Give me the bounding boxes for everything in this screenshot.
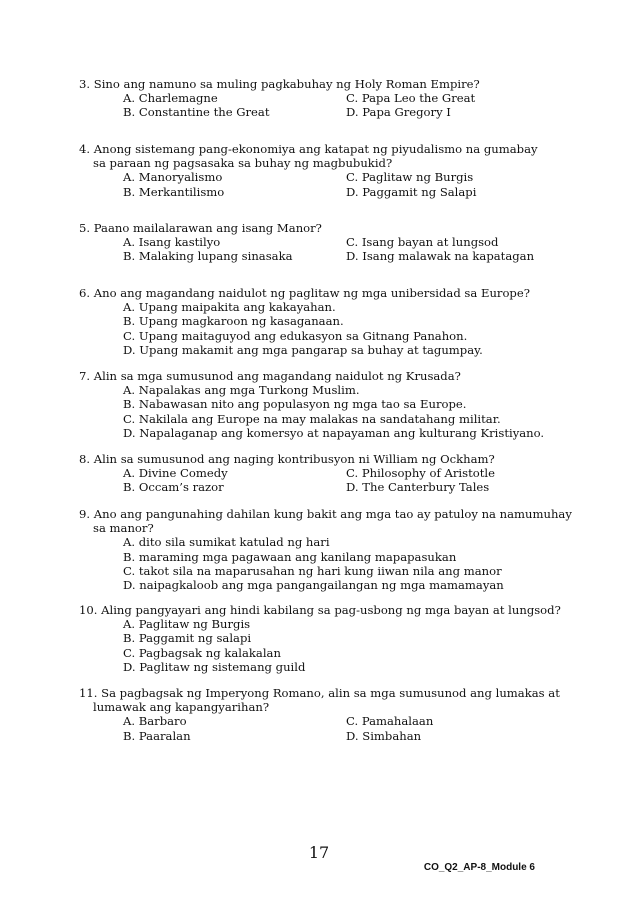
answer-choices xyxy=(123,714,579,742)
answer-choice: B. Paggamit ng salapi xyxy=(123,631,252,646)
answer-choices xyxy=(123,170,579,198)
question-text: 10. Aling pangyayari ang hindi kabilang sa pag-usbong ng mga bayan at lungsod? xyxy=(79,603,561,617)
question-item xyxy=(79,452,579,495)
answer-choices xyxy=(123,383,579,440)
question-stem xyxy=(79,603,579,617)
answer-choice: C. Isang bayan at lungsod xyxy=(346,235,499,250)
answer-choice: C. Philosophy of Aristotle xyxy=(346,466,495,481)
answer-choice: B. Merkantilismo xyxy=(123,184,225,199)
question-item xyxy=(79,686,579,743)
answer-choice: D. Isang malawak na kapatagan xyxy=(346,249,535,264)
question-item xyxy=(79,507,579,592)
question-stem xyxy=(79,507,579,535)
answer-choice: A. Paglitaw ng Burgis xyxy=(123,617,251,632)
answer-choice: A. Isang kastilyo xyxy=(123,235,221,250)
answer-choice: A. Upang maipakita ang kakayahan. xyxy=(123,300,336,315)
answer-choice: A. Barbaro xyxy=(123,714,187,729)
question-text: 9. Ano ang pangunahing dahilan kung bakit ang mga tao ay patuloy na namumuhay xyxy=(79,507,572,521)
question-text: 7. Alin sa mga sumusunod ang magandang naidulot ng Krusada? xyxy=(79,369,461,383)
answer-choice: B. Malaking lupang sinasaka xyxy=(123,249,293,264)
answer-choices xyxy=(123,617,579,674)
question-item xyxy=(79,142,579,199)
question-stem xyxy=(79,686,579,714)
answer-choice: D. Upang makamit ang mga pangarap sa buhay at tagumpay. xyxy=(123,342,483,357)
question-text: 8. Alin sa sumusunod ang naging kontribusyon ni William ng Ockham? xyxy=(79,452,495,466)
question-text-continued: lumawak ang kapangyarihan? xyxy=(93,700,270,715)
question-stem xyxy=(79,452,579,466)
answer-choice: D. Paglitaw ng sistemang guild xyxy=(123,659,306,674)
question-text-continued: sa paraan ng pagsasaka sa buhay ng magbubukid? xyxy=(93,156,393,171)
answer-choice: D. naipagkaloob ang mga pangangailangan ng mga mamamayan xyxy=(123,578,504,593)
answer-choice: D. The Canterbury Tales xyxy=(346,480,490,495)
question-item xyxy=(79,77,579,120)
answer-choice: B. Paaralan xyxy=(123,728,191,743)
question-stem xyxy=(79,221,579,235)
answer-choice: C. takot sila na maparusahan ng hari kung iiwan nila ang manor xyxy=(123,563,502,578)
answer-choice: D. Paggamit ng Salapi xyxy=(346,184,477,199)
question-stem xyxy=(79,142,579,170)
question-stem xyxy=(79,369,579,383)
answer-choice: A. Divine Comedy xyxy=(123,466,228,481)
answer-choice: A. Charlemagne xyxy=(123,91,218,106)
answer-choice: B. Upang magkaroon ng kasaganaan. xyxy=(123,314,344,329)
answer-choice: B. Constantine the Great xyxy=(123,105,270,120)
page-number: 17 xyxy=(308,843,330,862)
answer-choice: C. Pamahalaan xyxy=(346,714,434,729)
module-code: CO_Q2_AP-8_Module 6 xyxy=(423,862,535,873)
answer-choices xyxy=(123,300,579,357)
question-text-continued: sa manor? xyxy=(93,521,154,536)
question-item xyxy=(79,603,579,674)
question-item xyxy=(79,221,579,264)
question-text: 6. Ano ang magandang naidulot ng paglitaw ng mga unibersidad sa Europe? xyxy=(79,286,530,300)
answer-choices xyxy=(123,535,579,592)
question-text: 4. Anong sistemang pang-ekonomiya ang katapat ng piyudalismo na gumabay xyxy=(79,142,538,156)
question-text: 11. Sa pagbagsak ng Imperyong Romano, alin sa mga sumusunod ang lumakas at xyxy=(79,686,560,700)
answer-choice: B. Occam’s razor xyxy=(123,480,224,495)
answer-choice: D. Simbahan xyxy=(346,728,422,743)
answer-choices xyxy=(123,466,579,494)
answer-choice: A. Manoryalismo xyxy=(123,170,223,185)
question-text: 3. Sino ang namuno sa muling pagkabuhay ng Holy Roman Empire? xyxy=(79,77,480,91)
answer-choice: C. Upang maitaguyod ang edukasyon sa Gitnang Panahon. xyxy=(123,328,468,343)
answer-choices xyxy=(123,91,579,119)
answer-choice: B. maraming mga pagawaan ang kanilang mapapasukan xyxy=(123,549,457,564)
question-stem xyxy=(79,77,579,91)
answer-choices xyxy=(123,235,579,263)
answer-choice: A. dito sila sumikat katulad ng hari xyxy=(123,535,330,550)
answer-choice: A. Napalakas ang mga Turkong Muslim. xyxy=(123,383,360,398)
question-item xyxy=(79,286,579,357)
question-stem xyxy=(79,286,579,300)
question-text: 5. Paano mailalarawan ang isang Manor? xyxy=(79,221,322,235)
answer-choice: D. Papa Gregory I xyxy=(346,105,451,120)
question-item xyxy=(79,369,579,440)
answer-choice: C. Nakilala ang Europe na may malakas na sandatahang militar. xyxy=(123,411,501,426)
answer-choice: C. Papa Leo the Great xyxy=(346,91,476,106)
answer-choice: B. Nabawasan nito ang populasyon ng mga tao sa Europe. xyxy=(123,397,467,412)
answer-choice: D. Napalaganap ang komersyo at napayaman ang kulturang Kristiyano. xyxy=(123,425,545,440)
answer-choice: C. Paglitaw ng Burgis xyxy=(346,170,474,185)
answer-choice: C. Pagbagsak ng kalakalan xyxy=(123,645,281,660)
